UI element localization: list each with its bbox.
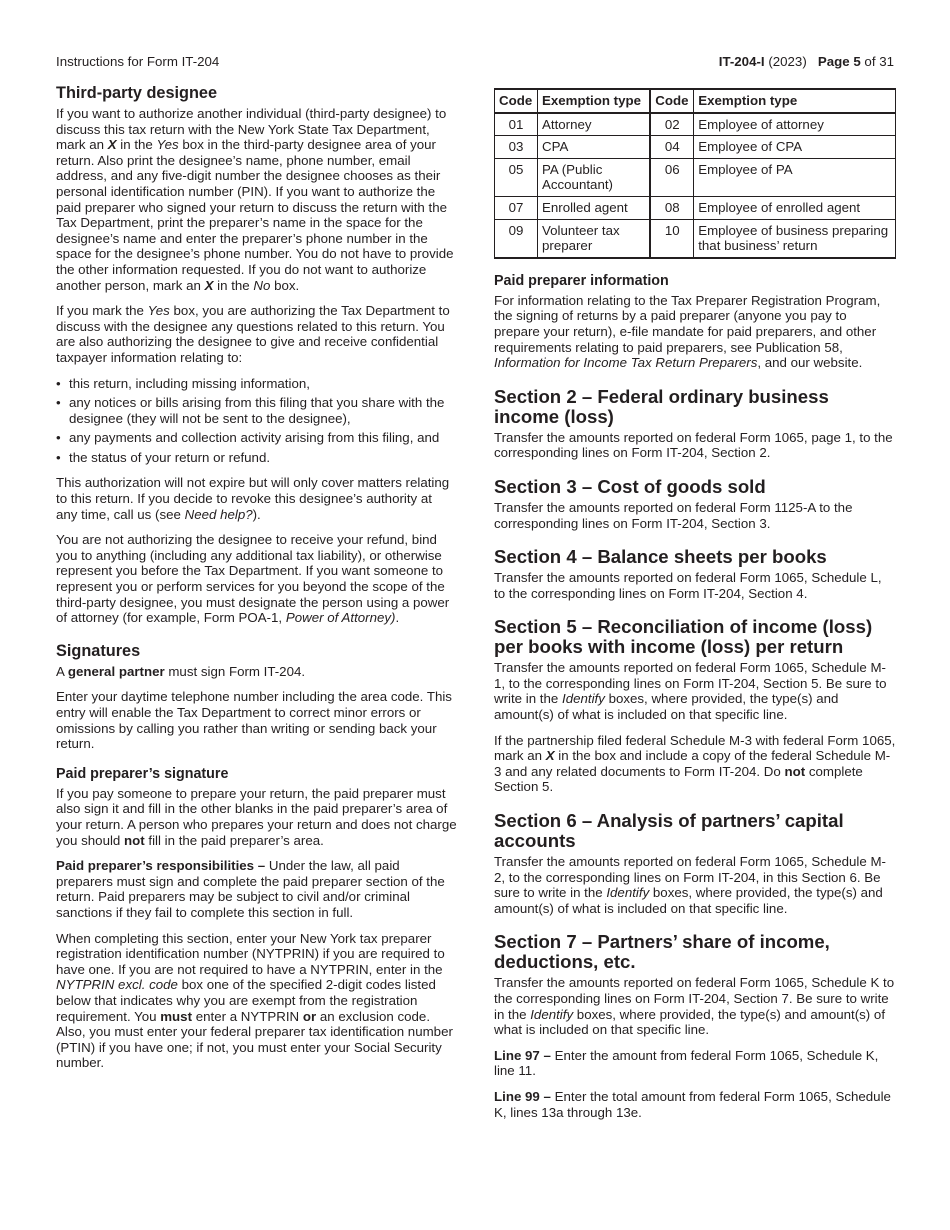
section-2-heading: Section 2 – Federal ordinary business income (loss) <box>494 385 829 427</box>
table-cell: Employee of business preparing that business’ return <box>694 219 896 258</box>
third-party-paragraph-4: You are not authorizing the designee to receive your refund, bind you to anything (including any additional tax liability), or otherwise represent you before the Tax Department. If you want someone to represent you or perform services for you beyond the scope of the third-party designee, you must designate the person using a power of attorney (for example, Form POA-1, Power of Attorney). <box>56 532 450 626</box>
signatures-paragraph-1: A general partner must sign Form IT-204. <box>56 663 306 679</box>
section-5-heading: Section 5 – Reconciliation of income (loss) per books with income (loss) per return <box>494 616 873 658</box>
section-5-paragraph-1: Transfer the amounts reported on federal Form 1065, Schedule M-1, to the corresponding lines on Form IT-204, Section 5. Be sure to write in the Identify boxes, where provided, the type(s) and amount(s) of what is included on that specific line. <box>494 660 887 723</box>
table-header-row <box>495 89 896 113</box>
table-cell: 02 <box>650 113 694 136</box>
table-row <box>495 136 896 159</box>
section-7-heading: Section 7 – Partners’ share of income, deductions, etc. <box>494 931 830 973</box>
paid-responsibilities-paragraph: Paid preparer’s responsibilities – Under the law, all paid preparers must sign and complete the paid preparer section of the return. Paid preparers may be subject to civil and/or criminal sanctions if they fail to complete this section in full. <box>56 858 445 920</box>
table-header: Exemption type <box>694 89 896 113</box>
third-party-paragraph-1: If you want to authorize another individual (third-party designee) to discuss this tax return with the New York State Tax Department, mark an X in the Yes box in the third-party designee area of your return. Also print the designee’s name, phone number, email address, and any five-digit number the designee chooses as their personal identification number (PIN). If you want to authorize the paid preparer who signed your return to discuss the return with the Tax Department, print the preparer’s name in the space for the designee’s name and enter the preparer’s phone number in the space for the designee’s phone number. You do not have to provide the other information requested. If you do not want to authorize another person, mark an X in the No box. <box>56 106 454 293</box>
nytprin-paragraph: When completing this section, enter your New York tax preparer registration identification number (NYTPRIN) if you are required to have one. If you are not required to have a NYTPRIN, enter in the NYTPRIN excl. code box one of the specified 2-digit codes listed below that indicates why you are exempt from the registration requirement. You must enter a NYTPRIN or an exclusion code. Also, you must enter your federal preparer tax identification number (PTIN) if you have one; if not, you must enter your Social Security number. <box>56 930 453 1071</box>
table-cell: CPA <box>538 136 651 159</box>
table-cell: 03 <box>495 136 538 159</box>
section-3-heading: Section 3 – Cost of goods sold <box>494 475 766 497</box>
right-column <box>494 88 896 1130</box>
table-cell: Attorney <box>538 113 651 136</box>
signatures-heading: Signatures <box>56 641 141 660</box>
list-item: • this return, including missing information, <box>56 376 457 392</box>
table-header: Exemption type <box>538 89 651 113</box>
table-header: Code <box>650 89 694 113</box>
running-header-title: Instructions for Form IT-204 <box>56 54 220 69</box>
third-party-designee-heading: Third-party designee <box>56 84 218 102</box>
paid-preparer-signature-heading: Paid preparer’s signature <box>56 765 229 782</box>
paid-preparer-information-heading: Paid preparer information <box>494 272 669 289</box>
table-cell: 09 <box>495 219 538 258</box>
left-column <box>56 84 457 1081</box>
running-header-page <box>719 54 894 70</box>
table-cell: 05 <box>495 158 538 196</box>
line-97-instruction: Line 97 – Enter the amount from federal Form 1065, Schedule K, line 11. <box>494 1047 879 1079</box>
table-cell: 07 <box>495 196 538 219</box>
section-2-paragraph: Transfer the amounts reported on federal Form 1065, page 1, to the corresponding lines on Form IT-204, Section 2. <box>494 429 893 461</box>
table-cell: 10 <box>650 219 694 258</box>
table-row <box>495 158 896 196</box>
table-header: Code <box>495 89 538 113</box>
table-cell: Employee of enrolled agent <box>694 196 896 219</box>
list-item: • any payments and collection activity arising from this filing, and <box>56 430 457 446</box>
section-7-paragraph: Transfer the amounts reported on federal Form 1065, Schedule K to the corresponding lines on Form IT-204, Section 7. Be sure to write in the Identify boxes, where provided, the type(s) and amount(s) of what is included on that specific line. <box>494 975 895 1038</box>
table-cell: PA (Public Accountant) <box>538 158 651 196</box>
section-6-paragraph: Transfer the amounts reported on federal Form 1065, Schedule M-2, to the corresponding lines on Form IT-204, in this Section 6. Be sure to write in the Identify boxes, where provided, the type(s) and amount(s) of what is included on that specific line. <box>494 854 886 916</box>
table-cell: Employee of CPA <box>694 136 896 159</box>
signatures-paragraph-2: Enter your daytime telephone number including the area code. This entry will enable the Tax Department to correct minor errors or omissions by calling you rather than writing or sending back your return. <box>56 689 452 752</box>
section-6-heading: Section 6 – Analysis of partners’ capital accounts <box>494 810 844 852</box>
third-party-paragraph-3: This authorization will not expire but will only cover matters relating to this return. If you decide to revoke this designee’s authority at any time, call us (see Need help?). <box>56 475 450 522</box>
list-item: • the status of your return or refund. <box>56 450 457 466</box>
table-cell: 04 <box>650 136 694 159</box>
table-cell: Enrolled agent <box>538 196 651 219</box>
form-year: (2023) <box>768 54 807 69</box>
table-cell: Volunteer tax preparer <box>538 219 651 258</box>
table-cell: Employee of attorney <box>694 113 896 136</box>
form-id: IT-204-I <box>718 54 765 69</box>
list-item: • any notices or bills arising from this filing that you share with the designee (they will not be sent to the designee), <box>56 395 457 426</box>
table-row <box>495 113 896 136</box>
table-cell: 01 <box>495 113 538 136</box>
page-total: of 31 <box>864 54 894 69</box>
page-number: Page 5 <box>817 54 861 69</box>
need-help-link[interactable]: Need help? <box>184 506 253 522</box>
line-99-instruction: Line 99 – Enter the total amount from federal Form 1065, Schedule K, lines 13a through 13e. <box>494 1088 891 1120</box>
third-party-paragraph-2: If you mark the Yes box, you are authorizing the Tax Department to discuss with the designee any questions related to this return. You are also authorizing the designee to give and receive confidential taxpayer information relating to: <box>56 303 450 365</box>
paid-signature-paragraph-1: If you pay someone to prepare your return, the paid preparer must also sign it and fill in the other blanks in the paid preparer’s area of your return. A person who prepares your return and does not charge you should not fill in the paid preparer’s area. <box>56 785 457 848</box>
section-3-paragraph: Transfer the amounts reported on federal Form 1125-A to the corresponding lines on Form IT-204, Section 3. <box>494 499 853 531</box>
section-4-paragraph: Transfer the amounts reported on federal Form 1065, Schedule L, to the corresponding lines on Form IT-204, Section 4. <box>494 570 882 601</box>
authorization-list <box>56 376 457 466</box>
table-cell: 06 <box>650 158 694 196</box>
section-5-paragraph-2: If the partnership filed federal Schedule M-3 with federal Form 1065, mark an X in the box and include a copy of the federal Schedule M-3 and any related documents to Form IT-204. Do not complete Section 5. <box>494 732 896 795</box>
table-cell: 08 <box>650 196 694 219</box>
exemption-code-table <box>494 88 896 259</box>
table-cell: Employee of PA <box>694 158 896 196</box>
paid-preparer-information-paragraph: For information relating to the Tax Preparer Registration Program, the signing of returns by a paid preparer (anyone you pay to prepare your return), e-file mandate for paid preparers, and other requirements relating to paid preparers, see Publication 58, Information for Income Tax Return Preparers, and our website. <box>494 292 881 371</box>
table-row <box>495 219 896 258</box>
section-4-heading: Section 4 – Balance sheets per books <box>494 546 827 568</box>
table-row <box>495 196 896 219</box>
